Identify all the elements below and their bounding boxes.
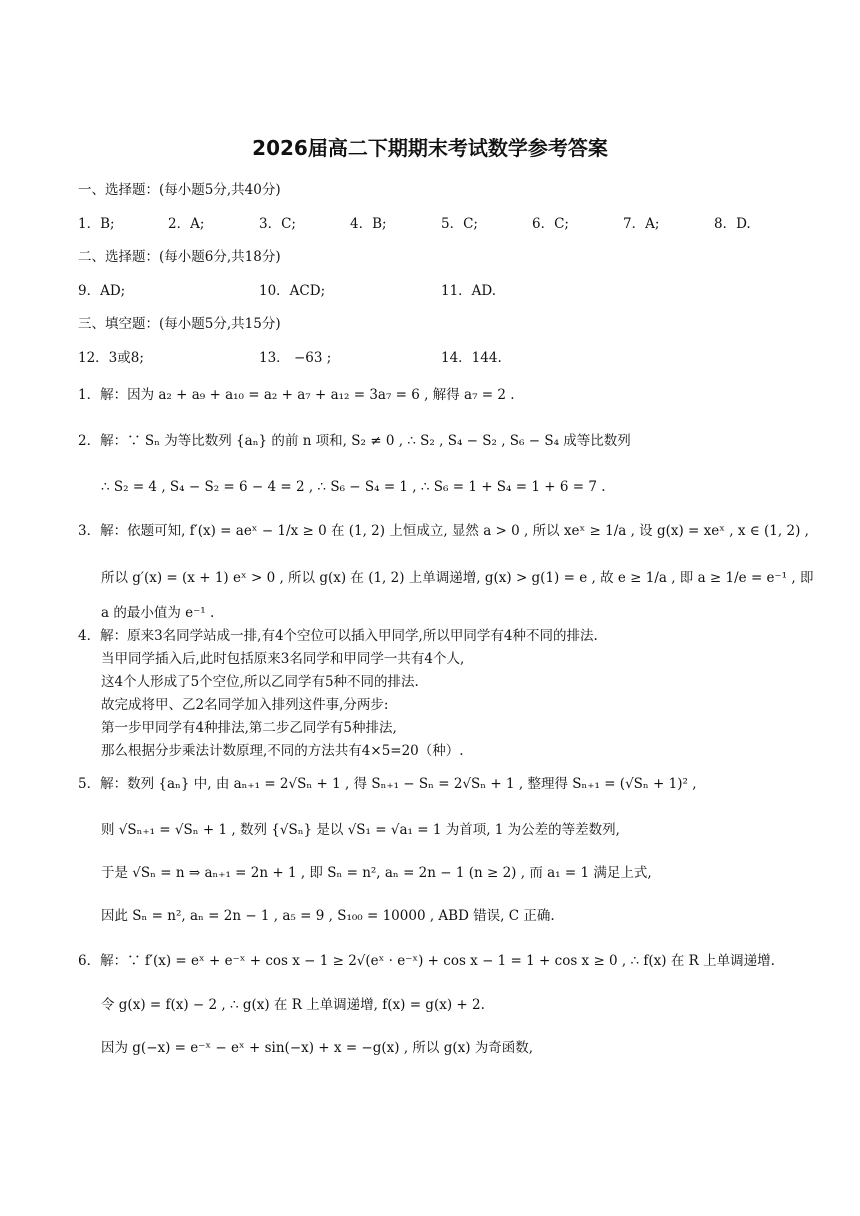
answer-1: 1．B; [78,216,115,232]
solution-4-line-3: 这4个人形成了5个空位,所以乙同学有5种不同的排法. [101,674,419,690]
solution-2-line-2: ∴ S₂ = 4 , S₄ − S₂ = 6 − 4 = 2 , ∴ S₆ − S₄ = 1 , ∴ S₆ = 1 + S₄ = 1 + 6 = 7 . [101,479,606,495]
answer-11: 11．AD. [441,283,497,299]
answer-3: 3．C; [259,216,296,232]
section-2-heading: 二、选择题：(每小题6分,共18分) [78,249,281,265]
solution-6-line-1: 6．解：∵ f′(x) = eˣ + e⁻ˣ + cos x − 1 ≥ 2√(eˣ · e⁻ˣ) + cos x − 1 = 1 + cos x ≥ 0 , ∴ f(x) 在 R 上单调递增. [78,953,775,969]
answer-13: 13． −63 ; [259,350,332,366]
solution-5-line-1: 5．解：数列 {aₙ} 中, 由 aₙ₊₁ = 2√Sₙ + 1 , 得 Sₙ₊₁ − Sₙ = 2√Sₙ + 1 , 整理得 Sₙ₊₁ = (√Sₙ + 1)² , [78,776,697,792]
solution-4-line-2: 当甲同学插入后,此时包括原来3名同学和甲同学一共有4个人, [101,651,465,667]
solution-4-line-6: 那么根据分步乘法计数原理,不同的方法共有4×5=20（种）. [101,743,464,759]
solution-4-line-4: 故完成将甲、乙2名同学加入排列这件事,分两步: [101,697,389,713]
solution-1: 1．解：因为 a₂ + a₉ + a₁₀ = a₂ + a₇ + a₁₂ = 3a₇ = 6 , 解得 a₇ = 2 . [78,387,515,403]
solution-4-line-5: 第一步甲同学有4种排法,第二步乙同学有5种排法, [101,720,397,736]
answer-2: 2．A; [168,216,205,232]
answer-6: 6．C; [532,216,569,232]
answer-10: 10．ACD; [259,283,326,299]
solution-3-line-2: 所以 g′(x) = (x + 1) eˣ > 0 , 所以 g(x) 在 (1, 2) 上单调递增, g(x) > g(1) = e , 故 e ≥ 1/a , 即 a ≥ 1/e = e⁻¹ , 即 [101,570,814,586]
answer-5: 5．C; [441,216,478,232]
solution-5-line-2: 则 √Sₙ₊₁ = √Sₙ + 1 , 数列 {√Sₙ} 是以 √S₁ = √a₁ = 1 为首项, 1 为公差的等差数列, [101,822,620,838]
solution-3-line-1: 3．解：依题可知, f′(x) = aeˣ − 1/x ≥ 0 在 (1, 2) 上恒成立, 显然 a > 0 , 所以 xeˣ ≥ 1/a , 设 g(x) = xeˣ , x ∈ (1, 2) , [78,523,809,539]
solution-5-line-4: 因此 Sₙ = n², aₙ = 2n − 1 , a₅ = 9 , S₁₀₀ = 10000 , ABD 错误, C 正确. [101,908,555,924]
solution-2-line-1: 2．解：∵ Sₙ 为等比数列 {aₙ} 的前 n 项和, S₂ ≠ 0 , ∴ S₂ , S₄ − S₂ , S₆ − S₄ 成等比数列 [78,433,631,449]
solution-6-line-2: 令 g(x) = f(x) − 2 , ∴ g(x) 在 R 上单调递增, f(x) = g(x) + 2. [101,997,485,1013]
answer-8: 8．D. [714,216,751,232]
section-1-heading: 一、选择题：(每小题5分,共40分) [78,182,281,198]
answer-14: 14．144. [441,350,502,366]
answer-12: 12．3或8; [78,350,144,366]
section-3-heading: 三、填空题：(每小题5分,共15分) [78,316,281,332]
solution-3-line-3: a 的最小值为 e⁻¹ . [101,605,215,621]
solution-4-line-1: 4．解：原来3名同学站成一排,有4个空位可以插入甲同学,所以甲同学有4种不同的排法. [78,628,598,644]
solution-6-line-3: 因为 g(−x) = e⁻ˣ − eˣ + sin(−x) + x = −g(x) , 所以 g(x) 为奇函数, [101,1040,534,1056]
answer-9: 9．AD; [78,283,126,299]
solution-5-line-3: 于是 √Sₙ = n ⇒ aₙ₊₁ = 2n + 1 , 即 Sₙ = n², aₙ = 2n − 1 (n ≥ 2) , 而 a₁ = 1 满足上式, [101,865,652,881]
answer-7: 7．A; [623,216,660,232]
page-title: 2026届高二下期期末考试数学参考答案 [252,136,608,160]
answer-4: 4．B; [350,216,387,232]
